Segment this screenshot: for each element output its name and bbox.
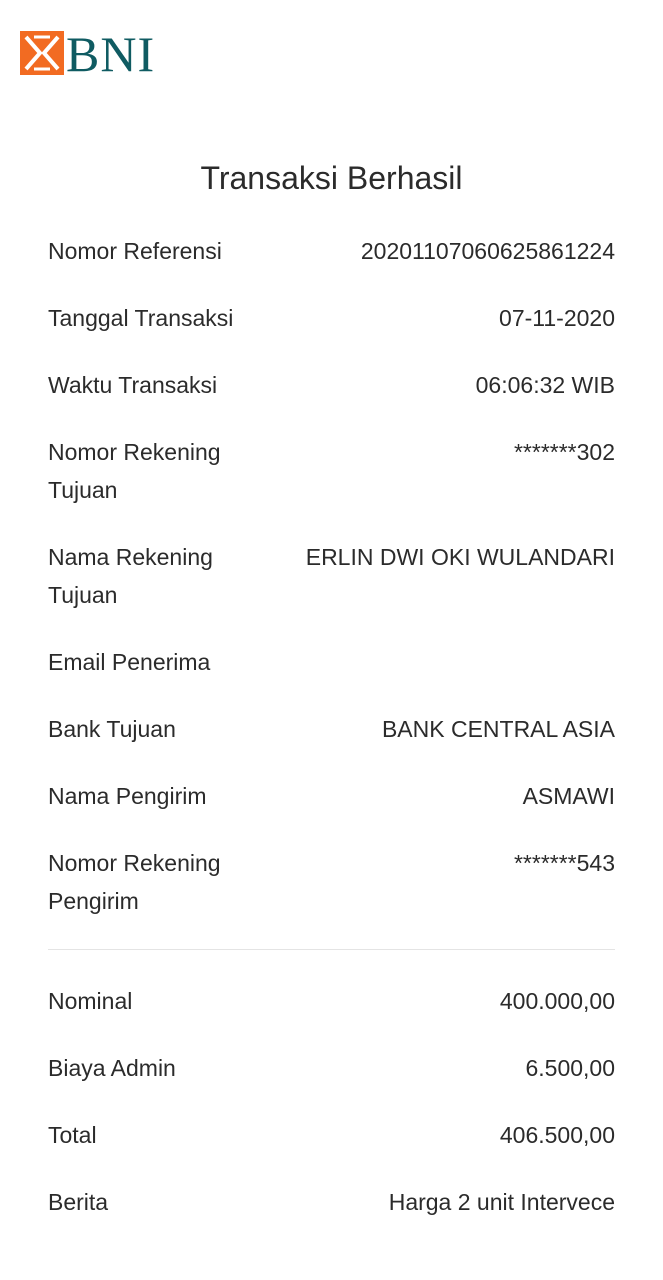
detail-value: ASMAWI (522, 783, 615, 809)
detail-label: Nomor Referensi (48, 238, 222, 264)
detail-row-nomor-referensi (48, 232, 615, 270)
detail-label: Nomor Rekening Tujuan (48, 439, 221, 503)
detail-row-email-penerima (48, 643, 615, 681)
detail-row-tanggal-transaksi (48, 299, 615, 337)
summary-row-berita (48, 1183, 615, 1221)
bni-logo-mark-icon (20, 31, 64, 75)
summary-row-biaya-admin (48, 1049, 615, 1087)
detail-label: Bank Tujuan (48, 716, 176, 742)
detail-row-waktu-transaksi (48, 366, 615, 404)
summary-row-total (48, 1116, 615, 1154)
summary-row-nominal (48, 982, 615, 1020)
detail-value: 07-11-2020 (499, 305, 615, 331)
detail-label: Nama Pengirim (48, 783, 207, 809)
detail-label: Nama Rekening Tujuan (48, 544, 213, 608)
detail-value: BANK CENTRAL ASIA (381, 716, 615, 742)
detail-label: Email Penerima (48, 649, 211, 675)
summary-value: 400.000,00 (499, 988, 615, 1014)
detail-value: 20201107060625861224 (360, 238, 615, 264)
detail-label: Tanggal Transaksi (48, 305, 234, 331)
summary-value: 6.500,00 (525, 1055, 615, 1081)
detail-row-bank-tujuan (48, 710, 615, 748)
summary-value: Harga 2 unit Intervece (388, 1189, 615, 1215)
detail-label: Waktu Transaksi (48, 372, 218, 398)
summary-label: Berita (48, 1189, 109, 1215)
detail-row-nama-rekening-tujuan (48, 538, 615, 614)
bni-logo-text: BNI (66, 26, 156, 82)
transaction-details (48, 232, 615, 1250)
detail-label: Nomor Rekening Pengirim (48, 850, 221, 914)
page-title: Transaksi Berhasil (200, 160, 463, 196)
detail-row-nama-pengirim (48, 777, 615, 815)
detail-value: 06:06:32 WIB (475, 372, 615, 398)
section-divider (48, 949, 615, 950)
summary-label: Biaya Admin (48, 1055, 176, 1081)
bni-logo (20, 26, 156, 82)
detail-value: ERLIN DWI OKI WULANDARI (305, 544, 615, 570)
summary-label: Nominal (48, 988, 133, 1014)
detail-row-nomor-rekening-pengirim (48, 844, 615, 920)
detail-value: *******302 (513, 439, 615, 465)
detail-row-nomor-rekening-tujuan (48, 433, 615, 509)
summary-value: 406.500,00 (499, 1122, 615, 1148)
summary-label: Total (48, 1122, 97, 1148)
detail-value: *******543 (513, 850, 615, 876)
